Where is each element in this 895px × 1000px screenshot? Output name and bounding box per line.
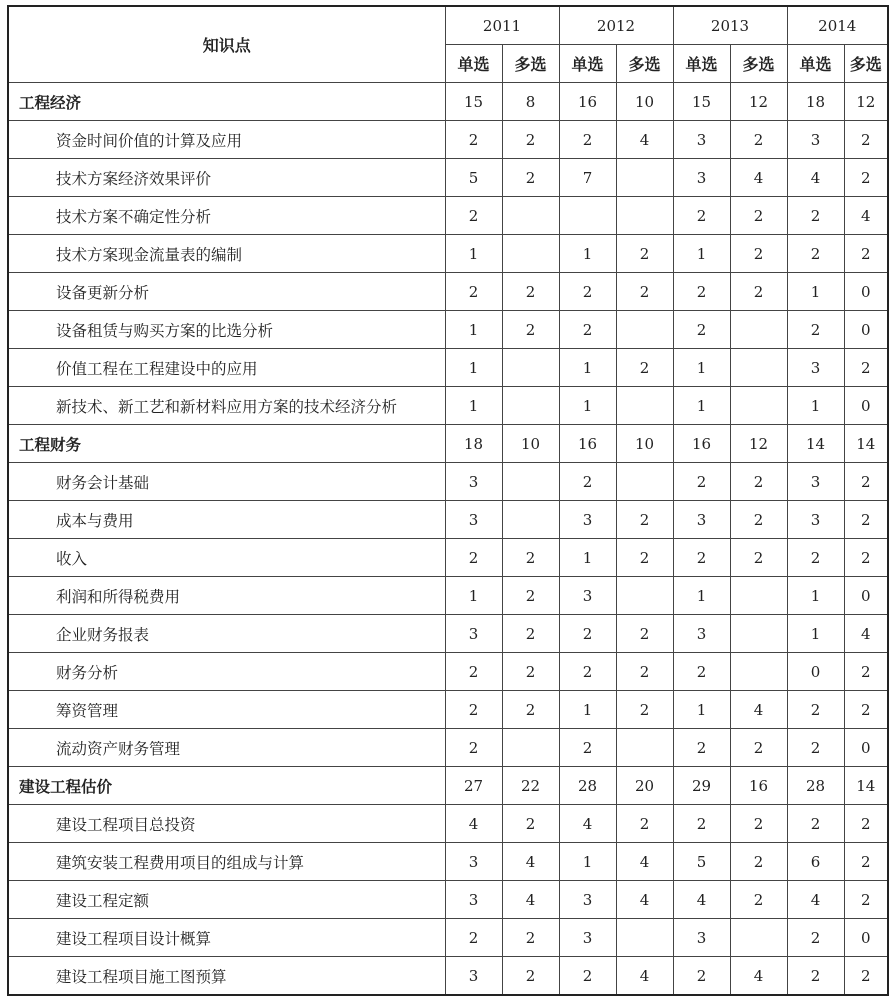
multi-choice-count: 4 xyxy=(844,615,888,653)
multi-choice-count: 2 xyxy=(616,653,673,691)
knowledge-point-name: 价值工程在工程建设中的应用 xyxy=(8,349,445,387)
single-choice-count: 1 xyxy=(559,349,616,387)
multi-choice-count: 16 xyxy=(730,767,787,805)
multi-choice-count: 2 xyxy=(844,159,888,197)
knowledge-point-name: 设备更新分析 xyxy=(8,273,445,311)
single-choice-count: 1 xyxy=(559,691,616,729)
single-choice-count: 2 xyxy=(445,729,502,767)
multi-choice-count xyxy=(730,311,787,349)
multi-choice-count xyxy=(616,463,673,501)
multi-choice-count: 2 xyxy=(730,501,787,539)
multi-choice-count xyxy=(730,387,787,425)
table-row xyxy=(8,387,888,425)
single-choice-count: 4 xyxy=(445,805,502,843)
multi-choice-count: 2 xyxy=(844,843,888,881)
single-choice-count: 2 xyxy=(559,463,616,501)
single-choice-count: 1 xyxy=(787,577,844,615)
multi-choice-count: 2 xyxy=(616,235,673,273)
multi-choice-count: 2 xyxy=(844,805,888,843)
multi-choice-count: 0 xyxy=(844,919,888,957)
multi-choice-count: 4 xyxy=(844,197,888,235)
knowledge-point-name: 技术方案不确定性分析 xyxy=(8,197,445,235)
single-choice-count: 3 xyxy=(559,577,616,615)
knowledge-point-name: 成本与费用 xyxy=(8,501,445,539)
table-row xyxy=(8,235,888,273)
multi-choice-count xyxy=(502,349,559,387)
knowledge-point-name: 建设工程项目施工图预算 xyxy=(8,957,445,996)
multi-choice-count: 2 xyxy=(730,539,787,577)
multi-choice-count xyxy=(616,311,673,349)
table-row xyxy=(8,121,888,159)
single-choice-count: 28 xyxy=(559,767,616,805)
single-choice-count: 3 xyxy=(445,881,502,919)
multi-choice-count: 2 xyxy=(844,957,888,996)
multi-choice-count xyxy=(616,577,673,615)
multi-choice-count: 2 xyxy=(844,539,888,577)
single-choice-count: 2 xyxy=(673,273,730,311)
category-name: 工程财务 xyxy=(8,425,445,463)
single-choice-count: 1 xyxy=(787,615,844,653)
multi-choice-count: 2 xyxy=(844,121,888,159)
knowledge-point-name: 新技术、新工艺和新材料应用方案的技术经济分析 xyxy=(8,387,445,425)
multi-choice-count: 0 xyxy=(844,273,888,311)
multi-choice-count: 10 xyxy=(616,83,673,121)
table-row xyxy=(8,653,888,691)
single-choice-count: 29 xyxy=(673,767,730,805)
single-choice-count: 2 xyxy=(787,957,844,996)
knowledge-point-table xyxy=(7,5,889,996)
table-container xyxy=(7,5,889,996)
multi-choice-count xyxy=(616,919,673,957)
multi-choice-count: 12 xyxy=(730,425,787,463)
table-row xyxy=(8,197,888,235)
single-choice-count: 1 xyxy=(445,349,502,387)
multi-choice-count xyxy=(502,197,559,235)
multi-choice-count xyxy=(502,463,559,501)
multi-choice-header: 多选 xyxy=(616,45,673,83)
single-choice-count: 3 xyxy=(445,957,502,996)
knowledge-point-name: 利润和所得税费用 xyxy=(8,577,445,615)
knowledge-point-name: 筹资管理 xyxy=(8,691,445,729)
multi-choice-count: 8 xyxy=(502,83,559,121)
single-choice-count: 3 xyxy=(445,843,502,881)
table-row xyxy=(8,311,888,349)
multi-choice-count: 4 xyxy=(730,159,787,197)
year-header: 2012 xyxy=(559,6,673,45)
single-choice-count: 5 xyxy=(673,843,730,881)
single-choice-count: 2 xyxy=(559,653,616,691)
multi-choice-count xyxy=(616,729,673,767)
single-choice-count: 2 xyxy=(445,121,502,159)
knowledge-point-name: 流动资产财务管理 xyxy=(8,729,445,767)
multi-choice-count: 2 xyxy=(844,235,888,273)
single-choice-count: 1 xyxy=(787,273,844,311)
single-choice-count: 2 xyxy=(673,729,730,767)
knowledge-point-name: 建筑安装工程费用项目的组成与计算 xyxy=(8,843,445,881)
table-row xyxy=(8,577,888,615)
single-choice-count: 2 xyxy=(445,273,502,311)
single-choice-count: 3 xyxy=(559,501,616,539)
category-name: 建设工程估价 xyxy=(8,767,445,805)
single-choice-count: 16 xyxy=(559,83,616,121)
single-choice-count: 3 xyxy=(559,919,616,957)
table-row xyxy=(8,463,888,501)
multi-choice-count: 12 xyxy=(844,83,888,121)
single-choice-count: 1 xyxy=(559,235,616,273)
single-choice-count: 4 xyxy=(673,881,730,919)
table-row xyxy=(8,881,888,919)
single-choice-count: 2 xyxy=(787,919,844,957)
table-row xyxy=(8,957,888,996)
single-choice-count: 6 xyxy=(787,843,844,881)
multi-choice-count: 2 xyxy=(502,691,559,729)
multi-choice-count xyxy=(730,577,787,615)
single-choice-count: 1 xyxy=(559,843,616,881)
multi-choice-count: 2 xyxy=(502,805,559,843)
multi-choice-count: 10 xyxy=(502,425,559,463)
table-row xyxy=(8,349,888,387)
knowledge-point-name: 财务分析 xyxy=(8,653,445,691)
single-choice-header: 单选 xyxy=(673,45,730,83)
multi-choice-count: 2 xyxy=(502,273,559,311)
single-choice-count: 2 xyxy=(445,691,502,729)
table-row xyxy=(8,501,888,539)
single-choice-count: 2 xyxy=(445,197,502,235)
multi-choice-count xyxy=(502,729,559,767)
knowledge-point-name: 企业财务报表 xyxy=(8,615,445,653)
multi-choice-count: 2 xyxy=(844,463,888,501)
multi-choice-count: 12 xyxy=(730,83,787,121)
single-choice-count: 4 xyxy=(787,881,844,919)
multi-choice-count xyxy=(730,615,787,653)
single-choice-count: 1 xyxy=(673,235,730,273)
knowledge-point-name: 设备租赁与购买方案的比选分析 xyxy=(8,311,445,349)
single-choice-count: 2 xyxy=(559,615,616,653)
multi-choice-count: 2 xyxy=(616,349,673,387)
single-choice-count: 4 xyxy=(559,805,616,843)
single-choice-count: 2 xyxy=(787,311,844,349)
multi-choice-count: 4 xyxy=(502,881,559,919)
multi-choice-count: 14 xyxy=(844,425,888,463)
single-choice-count: 2 xyxy=(673,653,730,691)
single-choice-count: 2 xyxy=(787,235,844,273)
single-choice-count: 1 xyxy=(445,311,502,349)
multi-choice-count: 4 xyxy=(616,957,673,996)
multi-choice-count: 2 xyxy=(616,501,673,539)
single-choice-count: 2 xyxy=(559,121,616,159)
single-choice-count: 2 xyxy=(445,919,502,957)
multi-choice-count: 2 xyxy=(502,159,559,197)
single-choice-count: 3 xyxy=(559,881,616,919)
multi-choice-header: 多选 xyxy=(502,45,559,83)
single-choice-count: 1 xyxy=(673,691,730,729)
multi-choice-count: 2 xyxy=(730,843,787,881)
single-choice-count: 2 xyxy=(559,311,616,349)
single-choice-count: 2 xyxy=(559,273,616,311)
table-row xyxy=(8,615,888,653)
single-choice-header: 单选 xyxy=(559,45,616,83)
multi-choice-count: 2 xyxy=(730,197,787,235)
multi-choice-count xyxy=(502,387,559,425)
single-choice-count: 27 xyxy=(445,767,502,805)
multi-choice-count: 2 xyxy=(502,539,559,577)
multi-choice-count: 2 xyxy=(616,539,673,577)
year-header: 2011 xyxy=(445,6,559,45)
single-choice-count: 2 xyxy=(445,653,502,691)
multi-choice-count: 2 xyxy=(730,235,787,273)
single-choice-count: 1 xyxy=(673,349,730,387)
single-choice-count: 3 xyxy=(445,463,502,501)
multi-choice-header: 多选 xyxy=(844,45,888,83)
multi-choice-count: 2 xyxy=(502,577,559,615)
category-row xyxy=(8,425,888,463)
multi-choice-count xyxy=(730,919,787,957)
single-choice-count: 18 xyxy=(787,83,844,121)
table-row xyxy=(8,805,888,843)
table-row xyxy=(8,539,888,577)
multi-choice-count: 2 xyxy=(844,653,888,691)
single-choice-count: 3 xyxy=(787,463,844,501)
single-choice-count: 3 xyxy=(673,615,730,653)
knowledge-point-name: 技术方案现金流量表的编制 xyxy=(8,235,445,273)
single-choice-count: 1 xyxy=(445,387,502,425)
multi-choice-count: 2 xyxy=(616,691,673,729)
single-choice-count: 2 xyxy=(787,729,844,767)
single-choice-count: 2 xyxy=(673,539,730,577)
category-name: 工程经济 xyxy=(8,83,445,121)
single-choice-count: 2 xyxy=(673,197,730,235)
single-choice-count: 1 xyxy=(445,577,502,615)
single-choice-count: 7 xyxy=(559,159,616,197)
multi-choice-count: 2 xyxy=(502,615,559,653)
multi-choice-count: 0 xyxy=(844,577,888,615)
multi-choice-count: 4 xyxy=(730,957,787,996)
multi-choice-count xyxy=(502,235,559,273)
category-row xyxy=(8,83,888,121)
year-header: 2013 xyxy=(673,6,787,45)
single-choice-count: 14 xyxy=(787,425,844,463)
single-choice-count: 1 xyxy=(559,387,616,425)
multi-choice-count: 2 xyxy=(730,273,787,311)
knowledge-point-name: 建设工程项目设计概算 xyxy=(8,919,445,957)
single-choice-count: 15 xyxy=(673,83,730,121)
multi-choice-count: 4 xyxy=(502,843,559,881)
single-choice-count: 2 xyxy=(673,311,730,349)
multi-choice-count: 4 xyxy=(616,881,673,919)
multi-choice-count: 2 xyxy=(616,273,673,311)
multi-choice-count: 4 xyxy=(616,843,673,881)
single-choice-count: 3 xyxy=(787,501,844,539)
multi-choice-count: 2 xyxy=(502,653,559,691)
multi-choice-count: 2 xyxy=(502,121,559,159)
single-choice-count: 28 xyxy=(787,767,844,805)
single-choice-count: 2 xyxy=(559,957,616,996)
multi-choice-count: 2 xyxy=(502,311,559,349)
multi-choice-count: 2 xyxy=(730,729,787,767)
table-row xyxy=(8,919,888,957)
multi-choice-count: 2 xyxy=(730,805,787,843)
single-choice-count: 2 xyxy=(787,197,844,235)
single-choice-count: 3 xyxy=(445,501,502,539)
multi-choice-count: 2 xyxy=(844,349,888,387)
category-row xyxy=(8,767,888,805)
table-row xyxy=(8,729,888,767)
multi-choice-count: 22 xyxy=(502,767,559,805)
table-row xyxy=(8,691,888,729)
multi-choice-count: 10 xyxy=(616,425,673,463)
single-choice-count: 4 xyxy=(787,159,844,197)
multi-choice-count: 2 xyxy=(502,957,559,996)
multi-choice-count: 2 xyxy=(844,501,888,539)
single-choice-count: 1 xyxy=(673,387,730,425)
table-row xyxy=(8,273,888,311)
multi-choice-header: 多选 xyxy=(730,45,787,83)
header-row-years xyxy=(8,6,888,45)
table-row xyxy=(8,843,888,881)
single-choice-count: 3 xyxy=(673,919,730,957)
knowledge-point-name: 建设工程项目总投资 xyxy=(8,805,445,843)
single-choice-count: 2 xyxy=(673,463,730,501)
multi-choice-count: 20 xyxy=(616,767,673,805)
multi-choice-count: 4 xyxy=(730,691,787,729)
multi-choice-count: 2 xyxy=(844,691,888,729)
single-choice-count: 2 xyxy=(787,691,844,729)
multi-choice-count xyxy=(616,197,673,235)
single-choice-count: 5 xyxy=(445,159,502,197)
single-choice-count: 3 xyxy=(787,349,844,387)
single-choice-count: 1 xyxy=(673,577,730,615)
multi-choice-count: 2 xyxy=(730,121,787,159)
single-choice-count: 2 xyxy=(673,805,730,843)
multi-choice-count: 2 xyxy=(616,805,673,843)
multi-choice-count xyxy=(616,387,673,425)
multi-choice-count: 0 xyxy=(844,311,888,349)
multi-choice-count: 0 xyxy=(844,387,888,425)
multi-choice-count xyxy=(730,653,787,691)
multi-choice-count: 0 xyxy=(844,729,888,767)
multi-choice-count: 2 xyxy=(502,919,559,957)
table-body xyxy=(8,83,888,996)
multi-choice-count: 2 xyxy=(730,463,787,501)
single-choice-count: 2 xyxy=(673,957,730,996)
single-choice-count: 0 xyxy=(787,653,844,691)
multi-choice-count: 2 xyxy=(844,881,888,919)
single-choice-count: 3 xyxy=(673,501,730,539)
single-choice-count: 16 xyxy=(559,425,616,463)
single-choice-count: 16 xyxy=(673,425,730,463)
multi-choice-count: 4 xyxy=(616,121,673,159)
multi-choice-count xyxy=(502,501,559,539)
single-choice-count: 3 xyxy=(673,121,730,159)
single-choice-header: 单选 xyxy=(787,45,844,83)
knowledge-point-name: 财务会计基础 xyxy=(8,463,445,501)
single-choice-count: 1 xyxy=(787,387,844,425)
single-choice-count: 3 xyxy=(445,615,502,653)
single-choice-count: 2 xyxy=(445,539,502,577)
single-choice-count: 3 xyxy=(787,121,844,159)
year-header: 2014 xyxy=(787,6,888,45)
table-row xyxy=(8,159,888,197)
knowledge-point-name: 资金时间价值的计算及应用 xyxy=(8,121,445,159)
knowledge-point-name: 收入 xyxy=(8,539,445,577)
multi-choice-count: 14 xyxy=(844,767,888,805)
single-choice-count: 1 xyxy=(559,539,616,577)
single-choice-count: 3 xyxy=(673,159,730,197)
knowledge-point-name: 建设工程定额 xyxy=(8,881,445,919)
knowledge-point-name: 技术方案经济效果评价 xyxy=(8,159,445,197)
multi-choice-count xyxy=(730,349,787,387)
single-choice-count: 2 xyxy=(559,729,616,767)
knowledge-point-header: 知识点 xyxy=(8,6,445,83)
multi-choice-count: 2 xyxy=(730,881,787,919)
single-choice-count: 2 xyxy=(787,805,844,843)
multi-choice-count: 2 xyxy=(616,615,673,653)
single-choice-count: 1 xyxy=(445,235,502,273)
single-choice-count: 15 xyxy=(445,83,502,121)
single-choice-count xyxy=(559,197,616,235)
multi-choice-count xyxy=(616,159,673,197)
single-choice-count: 18 xyxy=(445,425,502,463)
single-choice-header: 单选 xyxy=(445,45,502,83)
single-choice-count: 2 xyxy=(787,539,844,577)
